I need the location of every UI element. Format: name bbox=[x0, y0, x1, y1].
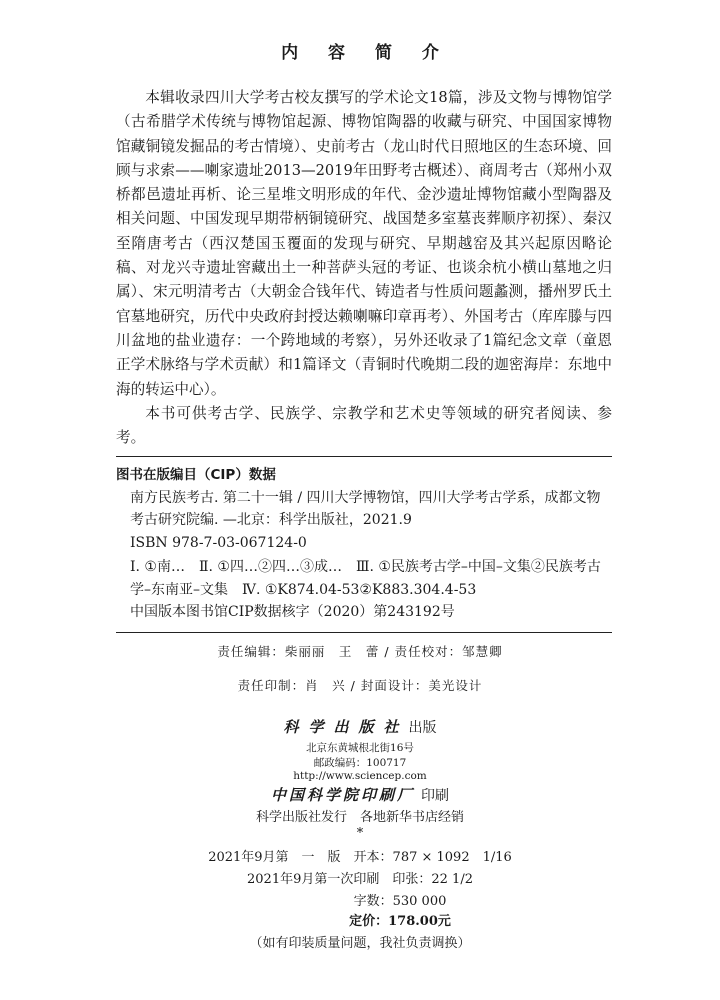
cip-isbn: ISBN 978-7-03-067124-0 bbox=[130, 534, 307, 551]
price: 定价：178.00元 bbox=[349, 914, 451, 929]
publisher-line bbox=[0, 716, 720, 737]
summary-section bbox=[116, 86, 612, 450]
publisher-address: 北京东黄城根北街16号 bbox=[306, 742, 414, 754]
bottom-divider bbox=[116, 632, 612, 633]
edition-line: 2021年9月第 一 版 开本：787 × 1092 1/16 bbox=[208, 850, 512, 865]
top-divider bbox=[116, 456, 612, 457]
printer-suffix: 印刷 bbox=[421, 788, 449, 804]
separator-asterisk: * bbox=[356, 826, 364, 841]
cip-entry: 南方民族考古. 第二十一辑 / 四川大学博物馆，四川大学考古学系，成都文物考古研究院编. —北京：科学出版社，2021.9 bbox=[130, 489, 601, 528]
summary-paragraph-1: 本辑收录四川大学考古校友撰写的学术论文18篇，涉及文物与博物馆学（古希腊学术传统与博物馆起源、博物馆陶器的收藏与研究、中国国家博物馆藏铜镜发掘品的考古情境）、史前考古（龙山时代日照地区的生态环境、回顾与求索——喇家遗址2013—2019年田野考古概述）、商周考古（郑州小双桥都邑遗址再析、论三星堆文明形成的年代、金沙遗址博物馆藏小型陶器及相关问题、中国发现早期带柄铜镜研究、战国楚多室墓丧葬顺序初探）、秦汉至隋唐考古（西汉楚国玉覆面的发现与研究、早期越窑及其兴起原因略论稿、对龙兴寺遗址窖藏出土一种菩萨头冠的考证、也谈余杭小横山墓地之归属）、宋元明清考古（大朝金合钱年代、铸造者与性质问题蠡测，播州罗氏土官墓地研究，历代中央政府封授达赖喇嘛印章再考）、外国考古（库库滕与四川盆地的盐业遗存：一个跨地域的考察），另外还收录了1篇纪念文章（童恩正学术脉络与学术贡献）和1篇译文（青铜时代晚期二段的迦密海岸：东地中海的转运中心）。 bbox=[116, 89, 612, 398]
publisher-logo: 科学出版社 bbox=[283, 718, 409, 736]
summary-paragraph-2: 本书可供考古学、民族学、宗教学和艺术史等领域的研究者阅读、参考。 bbox=[116, 404, 612, 447]
page-title: 内 容 简 介 bbox=[281, 43, 451, 63]
distribution-line: 科学出版社发行 各地新华书店经销 bbox=[255, 810, 464, 825]
cip-classification: Ⅰ. ①南… Ⅱ. ①四…②四…③成… Ⅲ. ①民族考古学–中国–文集②民族考古学–东南亚–文集 Ⅳ. ①K874.04-53②K883.304.4-53 bbox=[130, 559, 601, 598]
word-count: 字数：530 000 bbox=[353, 894, 447, 909]
publisher-url: http://www.sciencep.com bbox=[293, 770, 427, 782]
printer-logo: 中国科学院印刷厂 bbox=[270, 786, 415, 804]
staff-line-production: 责任印制：肖 兴 / 封面设计：美光设计 bbox=[237, 678, 483, 693]
cip-number: 中国版本图书馆CIP数据核字（2020）第243192号 bbox=[130, 604, 455, 620]
cip-heading: 图书在版编目（CIP）数据 bbox=[116, 467, 276, 483]
publisher-postcode: 邮政编码：100717 bbox=[313, 757, 407, 769]
printing-line: 2021年9月第一次印刷 印张：22 1/2 bbox=[247, 872, 473, 887]
publisher-suffix: 出版 bbox=[408, 720, 437, 736]
staff-line-editors: 责任编辑：柴丽丽 王 蕾 / 责任校对：邹慧卿 bbox=[217, 644, 503, 659]
cip-block bbox=[116, 464, 612, 624]
printer-line bbox=[0, 784, 720, 805]
quality-notice: （如有印装质量问题，我社负责调换） bbox=[249, 936, 471, 951]
